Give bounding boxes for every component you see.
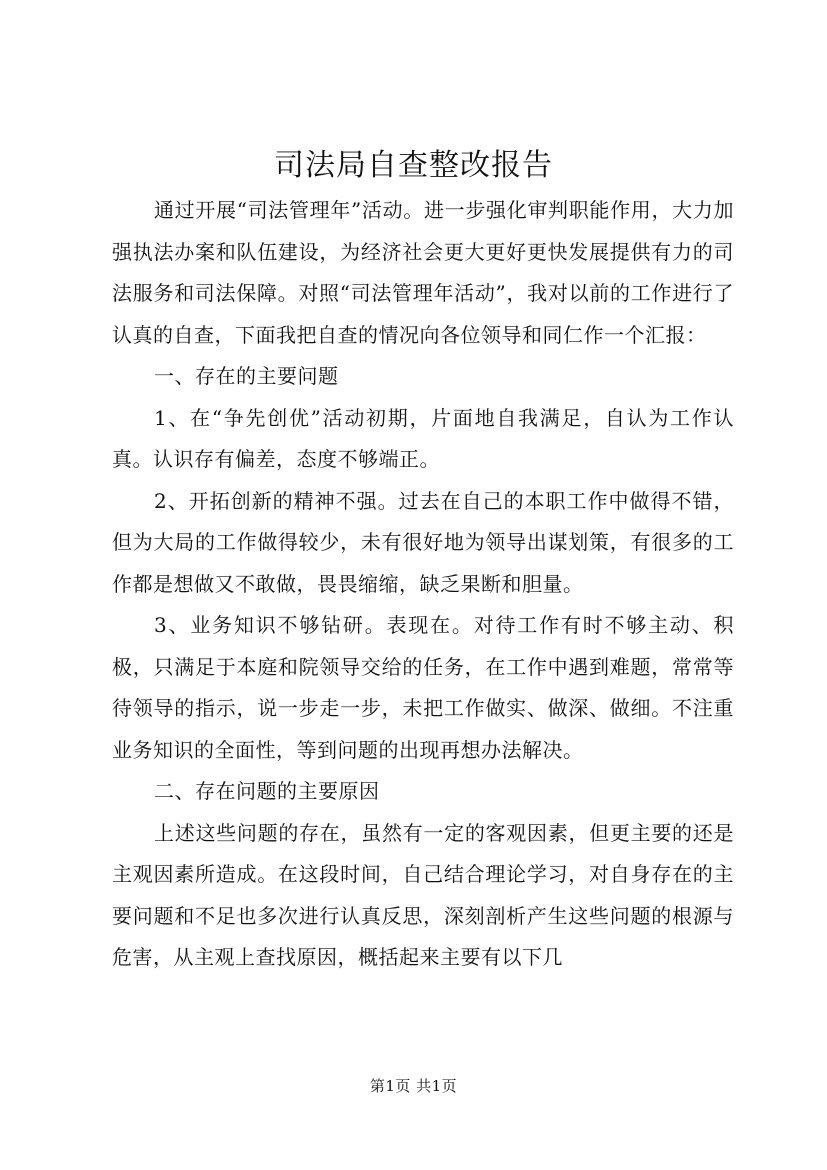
paragraph-intro: 通过开展“司法管理年”活动。进一步强化审判职能作用，大力加强执法办案和队伍建设，为经济社会更大更好更快发展提供有力的司法服务和司法保障。对照“司法管理年活动”，我对以前的工作进行了认真的自查，下面我把自查的情况向各位领导和同仁作一个汇报： [112,198,734,347]
paragraph-problem-2: 2、开拓创新的精神不强。过去在自己的本职工作中做得不错，但为大局的工作做得较少，未有很好地为领导出谋划策，有很多的工作都是想做又不敢做，畏畏缩缩，缺乏果断和胆量。 [112,488,734,596]
section-heading-main-causes: 二、存在问题的主要原因 [154,779,380,803]
paragraph-causes: 上述这些问题的存在，虽然有一定的客观因素，但更主要的还是主观因素所造成。在这段时间，自己结合理论学习，对自身存在的主要问题和不足也多次进行认真反思，深刻剖析产生这些问题的根源与危害，从主观上查找原因，概括起来主要有以下几 [112,820,734,969]
document-title: 司法局自查整改报告 [274,148,553,183]
document-body [112,190,734,979]
section-heading-main-problems: 一、存在的主要问题 [154,364,339,388]
paragraph-problem-3: 3、业务知识不够钻研。表现在。对待工作有时不够主动、积极，只满足于本庭和院领导交给的任务，在工作中遇到难题，常常等待领导的指示，说一步走一步，未把工作做实、做深、做细。不注重业务知识的全面性，等到问题的出现再想办法解决。 [112,613,734,762]
page-number-footer: 第1页 共1页 [369,1077,458,1095]
paragraph-problem-1: 1、在“争先创优”活动初期，片面地自我满足，自认为工作认真。认识存有偏差，态度不够端正。 [112,405,734,471]
